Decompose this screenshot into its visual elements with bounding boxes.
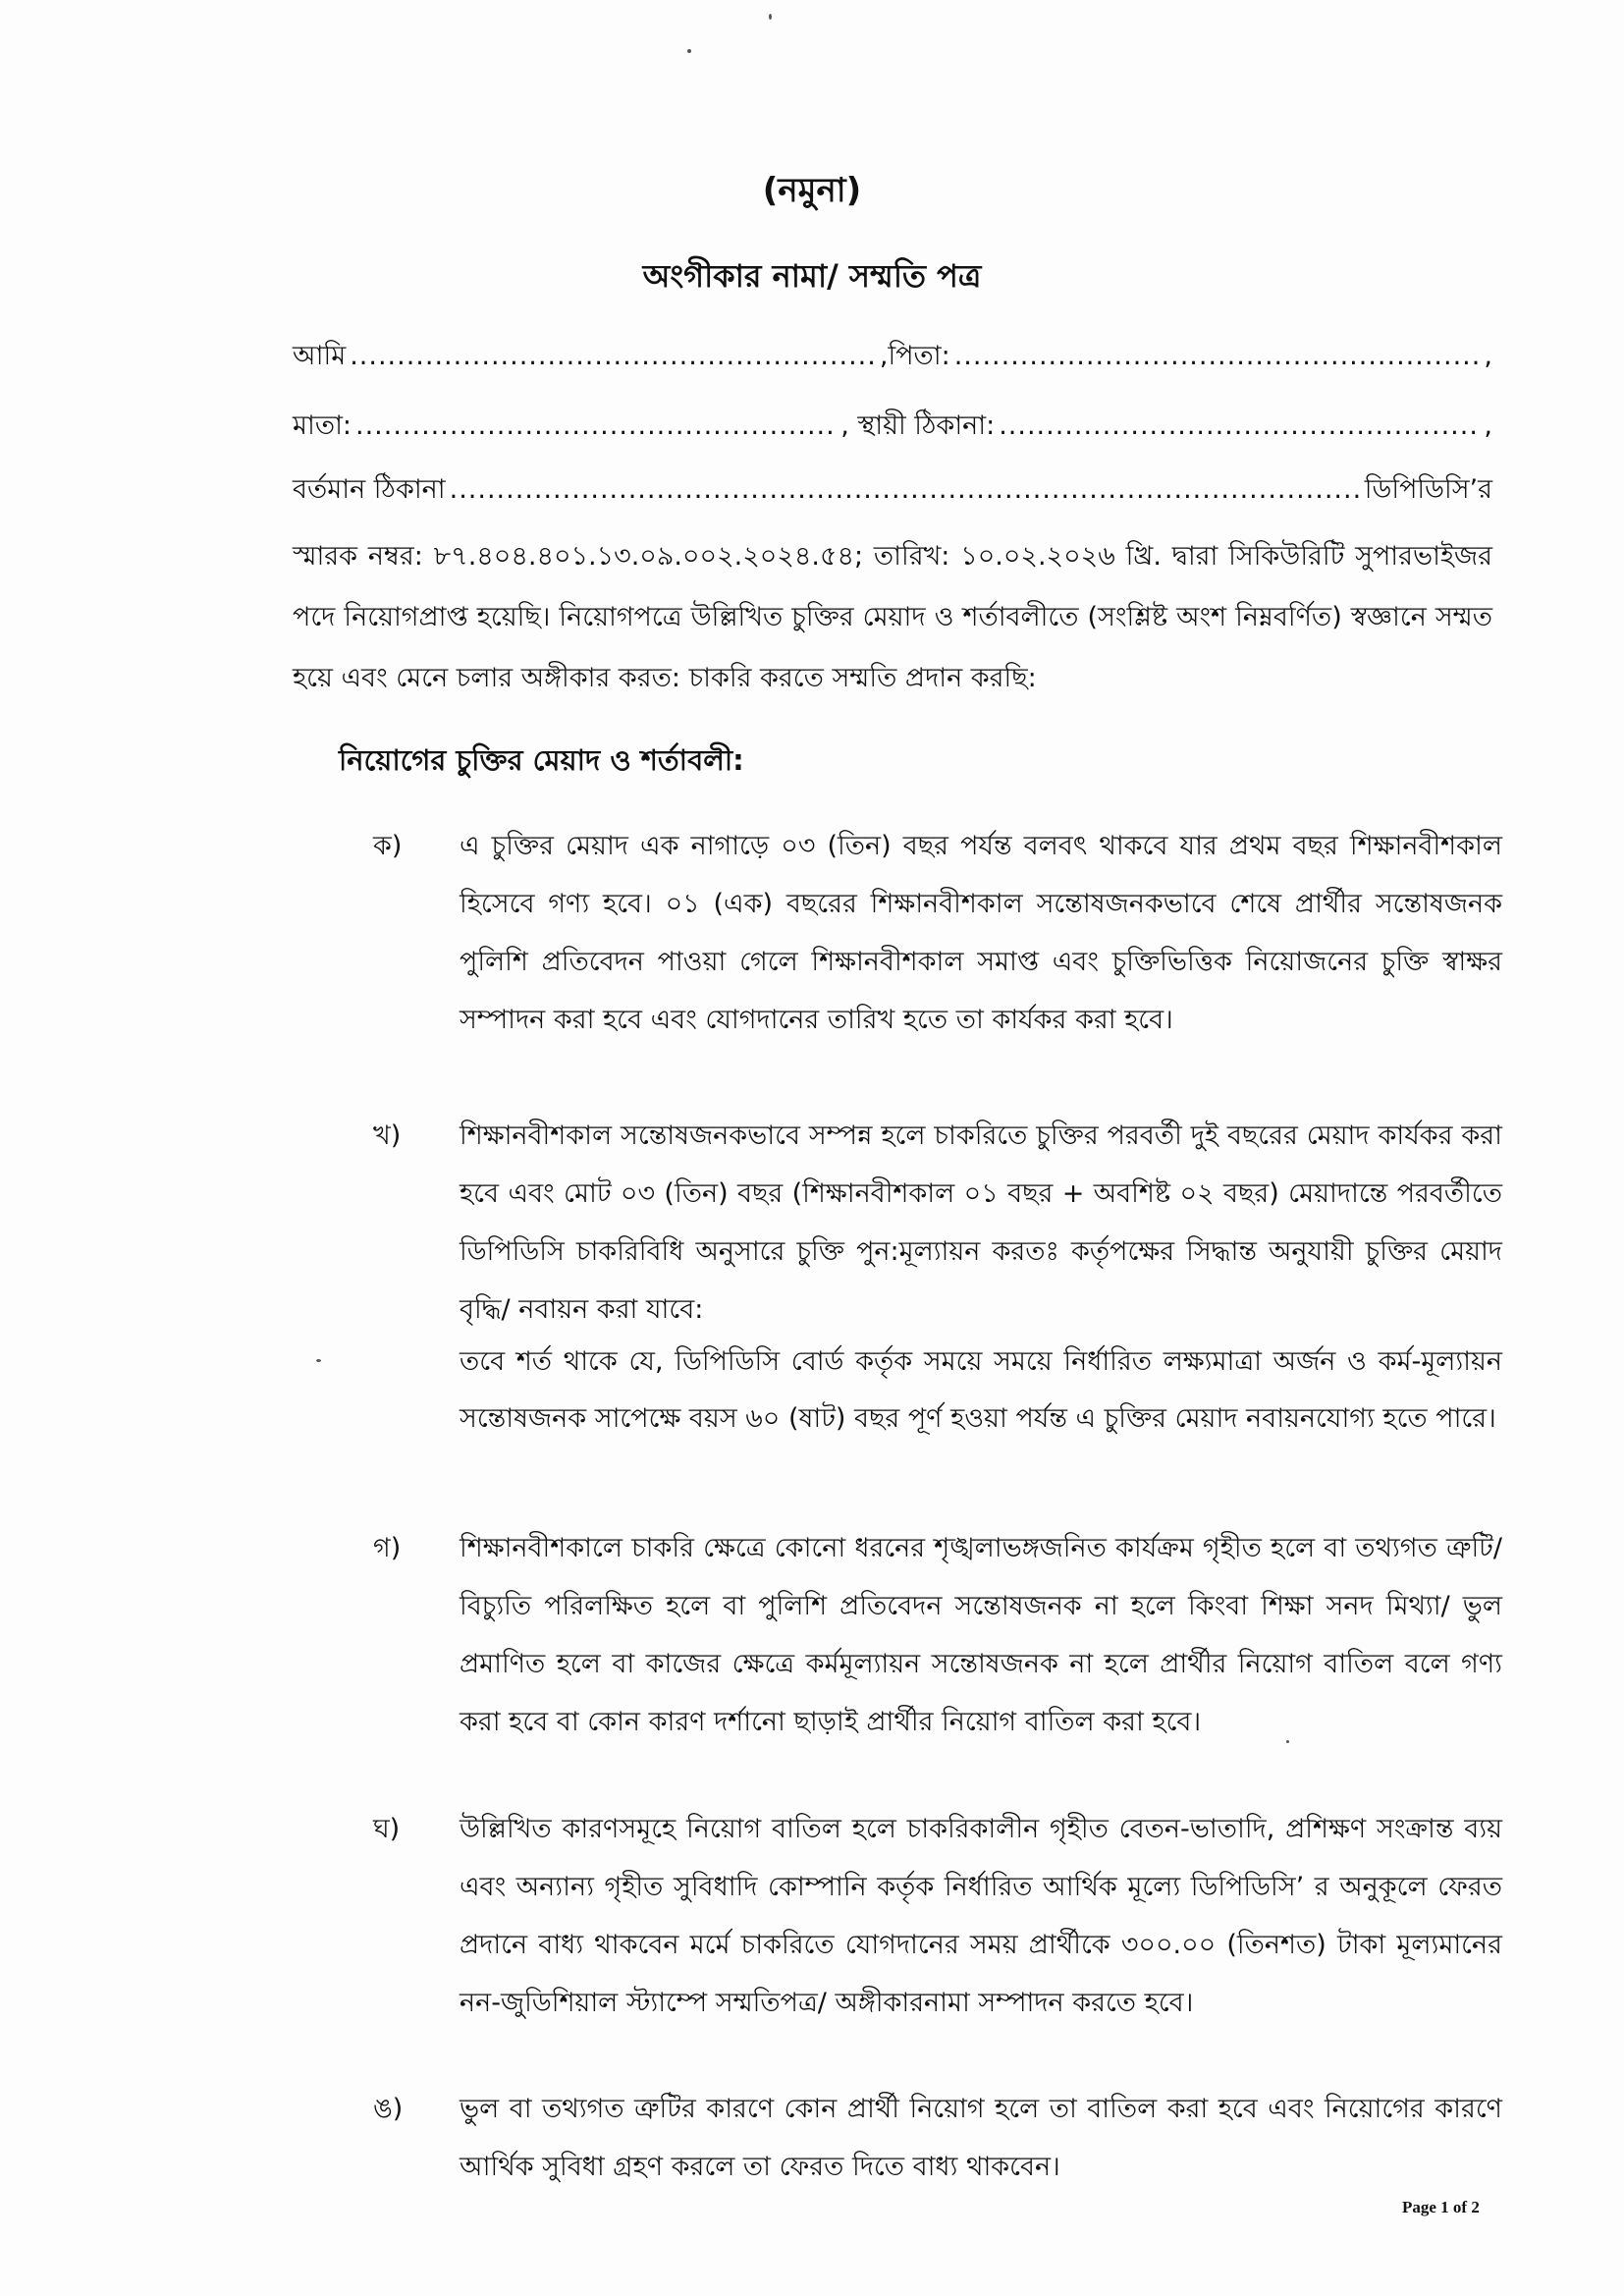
name-blank <box>350 341 876 371</box>
line-end: , <box>1484 341 1492 371</box>
clause-kha <box>373 1107 1502 1339</box>
clause-ga <box>373 1519 1502 1751</box>
scan-speck <box>769 14 772 20</box>
clause-text: শিক্ষানবীশকাল সন্তোষজনকভাবে সম্পন্ন হলে চাকরিতে চুক্তির পরবর্তী দুই বছরের মেয়াদ কার্যকর করা হবে এবং মোট ০৩ (তিন) বছর (শিক্ষানবীশকাল ০১ বছর + অবশিষ্ট ০২ বছর) মেয়াদান্তে পরবর্তীতে ডিপিডিসি চাকরিবিধি অনুসারে চুক্তি পুন:মূল্যায়ন করতঃ কর্তৃপক্ষের সিদ্ধান্ত অনুযায়ী চুক্তির মেয়াদ বৃদ্ধি/ নবায়ন করা যাবে: <box>460 1121 1502 1325</box>
father-blank <box>954 341 1481 371</box>
present-address-blank <box>450 474 1361 505</box>
section-heading: নিয়োগের চুক্তির মেয়াদ ও শর্তাবলী: <box>339 743 744 777</box>
organization-label: ডিপিডিসি’র <box>1364 474 1492 505</box>
clause-umo <box>373 2080 1502 2196</box>
clause-text: এ চুক্তির মেয়াদ এক নাগাড়ে ০৩ (তিন) বছর পর্যন্ত বলবৎ থাকবে যার প্রথম বছর শিক্ষানবীশকাল হিসেবে গণ্য হবে। ০১ (এক) বছরের শিক্ষানবীশকাল সন্তোষজনকভাবে শেষে প্রার্থীর সন্তোষজনক পুলিশি প্রতিবেদন পাওয়া গেলে শিক্ষানবীশকাল সমাপ্ত এবং চুক্তিভিত্তিক নিয়োজনের চুক্তি স্বাক্ষর সম্পাদন করা হবে এবং যোগদানের তারিখ হতে তা কার্যকর করা হবে। <box>460 831 1502 1035</box>
name-label: আমি <box>293 341 347 371</box>
line-end: , <box>1484 410 1492 441</box>
clause-label: ঘ) <box>373 1814 401 1844</box>
clause-text: উল্লিখিত কারণসমূহে নিয়োগ বাতিল হলে চাকরিকালীন গৃহীত বেতন-ভাতাদি, প্রশিক্ষণ সংক্রান্ত ব্যয় এবং অন্যান্য গৃহীত সুবিধাদি কোম্পানি কর্তৃক নির্ধারিত আর্থিক মূল্যে ডিপিডিসি’ র অনুকূলে ফেরত প্রদানে বাধ্য থাকবেন মর্মে চাকরিতে যোগদানের সময় প্রার্থীকে ৩০০.০০ (তিনশত) টাকা মূল্যমানের নন-জুডিশিয়াল স্ট্যাম্পে সম্মতিপত্র/ অঙ্গীকারনামা সম্পাদন করতে হবে। <box>460 1814 1502 2018</box>
page-number: Page 1 of 2 <box>1402 2198 1480 2216</box>
form-line-present-address <box>293 469 1492 514</box>
scan-speck <box>687 49 691 53</box>
mother-label: মাতা: <box>293 410 352 441</box>
clause-label: ক) <box>373 831 403 861</box>
sample-label: (নমুনা) <box>762 171 862 210</box>
clause-text: ভুল বা তথ্যগত ত্রুটির কারণে কোন প্রার্থী নিয়োগ হলে তা বাতিল করা হবে এবং নিয়োগের কারণে আর্থিক সুবিধা গ্রহণ করলে তা ফেরত দিতে বাধ্য থাকবেন। <box>460 2094 1502 2182</box>
permanent-address-label: , স্থায়ী ঠিকানা: <box>840 410 996 441</box>
present-address-label: বর্তমান ঠিকানা <box>293 474 446 505</box>
proviso-paragraph: তবে শর্ত থাকে যে, ডিপিডিসি বোর্ড কর্তৃক সময়ে সময়ে নির্ধারিত লক্ষ্যমাত্রা অর্জন ও কর্ম-মূল্যায়ন সন্তোষজনক সাপেক্ষে বয়স ৬০ (ষাট) বছর পূর্ণ হওয়া পর্যন্ত এ চুক্তির মেয়াদ নবায়নযোগ্য হতে পারে। <box>460 1346 1502 1434</box>
document-title: অংগীকার নামা/ সম্মতি পত্র <box>642 257 982 295</box>
intro-paragraph: স্মারক নম্বর: ৮৭.৪০৪.৪০১.১৩.০৯.০০২.২০২৪.৫৪; তারিখ: ১০.০২.২০২৬ খ্রি. দ্বারা সিকিউরিটি সুপারভাইজর পদে নিয়োগপ্রাপ্ত হয়েছি। নিয়োগপত্রে উল্লিখিত চুক্তির মেয়াদ ও শর্তাবলীতে (সংশ্লিষ্ট অংশ নিম্নবর্ণিত) স্বজ্ঞানে সম্মত হয়ে এবং মেনে চলার অঙ্গীকার করত: চাকরি করতে সম্মতি প্রদান করছি: <box>293 541 1492 693</box>
mother-blank <box>355 410 837 441</box>
form-line-mother-permanent-address <box>293 406 1492 450</box>
clause-ka <box>373 817 1502 1049</box>
clause-gha <box>373 1800 1502 2032</box>
clause-label: ঙ) <box>373 2094 404 2124</box>
clause-label: খ) <box>373 1121 402 1151</box>
form-line-name-father <box>293 336 1492 380</box>
father-label: ,পিতা: <box>879 341 950 371</box>
permanent-address-blank <box>999 410 1480 441</box>
clause-text: শিক্ষানবীশকালে চাকরি ক্ষেত্রে কোনো ধরনের শৃঙ্খলাভঙ্গজনিত কার্যক্রম গৃহীত হলে বা তথ্যগত ত্রুটি/ বিচ্যুতি পরিলক্ষিত হলে বা পুলিশি প্রতিবেদন সন্তোষজনক না হলে কিংবা শিক্ষা সনদ মিথ্যা/ ভুল প্রমাণিত হলে বা কাজের ক্ষেত্রে কর্মমূল্যায়ন সন্তোষজনক না হলে প্রার্থীর নিয়োগ বাতিল বলে গণ্য করা হবে বা কোন কারণ দর্শানো ছাড়াই প্রার্থীর নিয়োগ বাতিল করা হবে। <box>460 1533 1502 1737</box>
scan-speck <box>316 1359 321 1362</box>
clause-label: গ) <box>373 1533 402 1563</box>
